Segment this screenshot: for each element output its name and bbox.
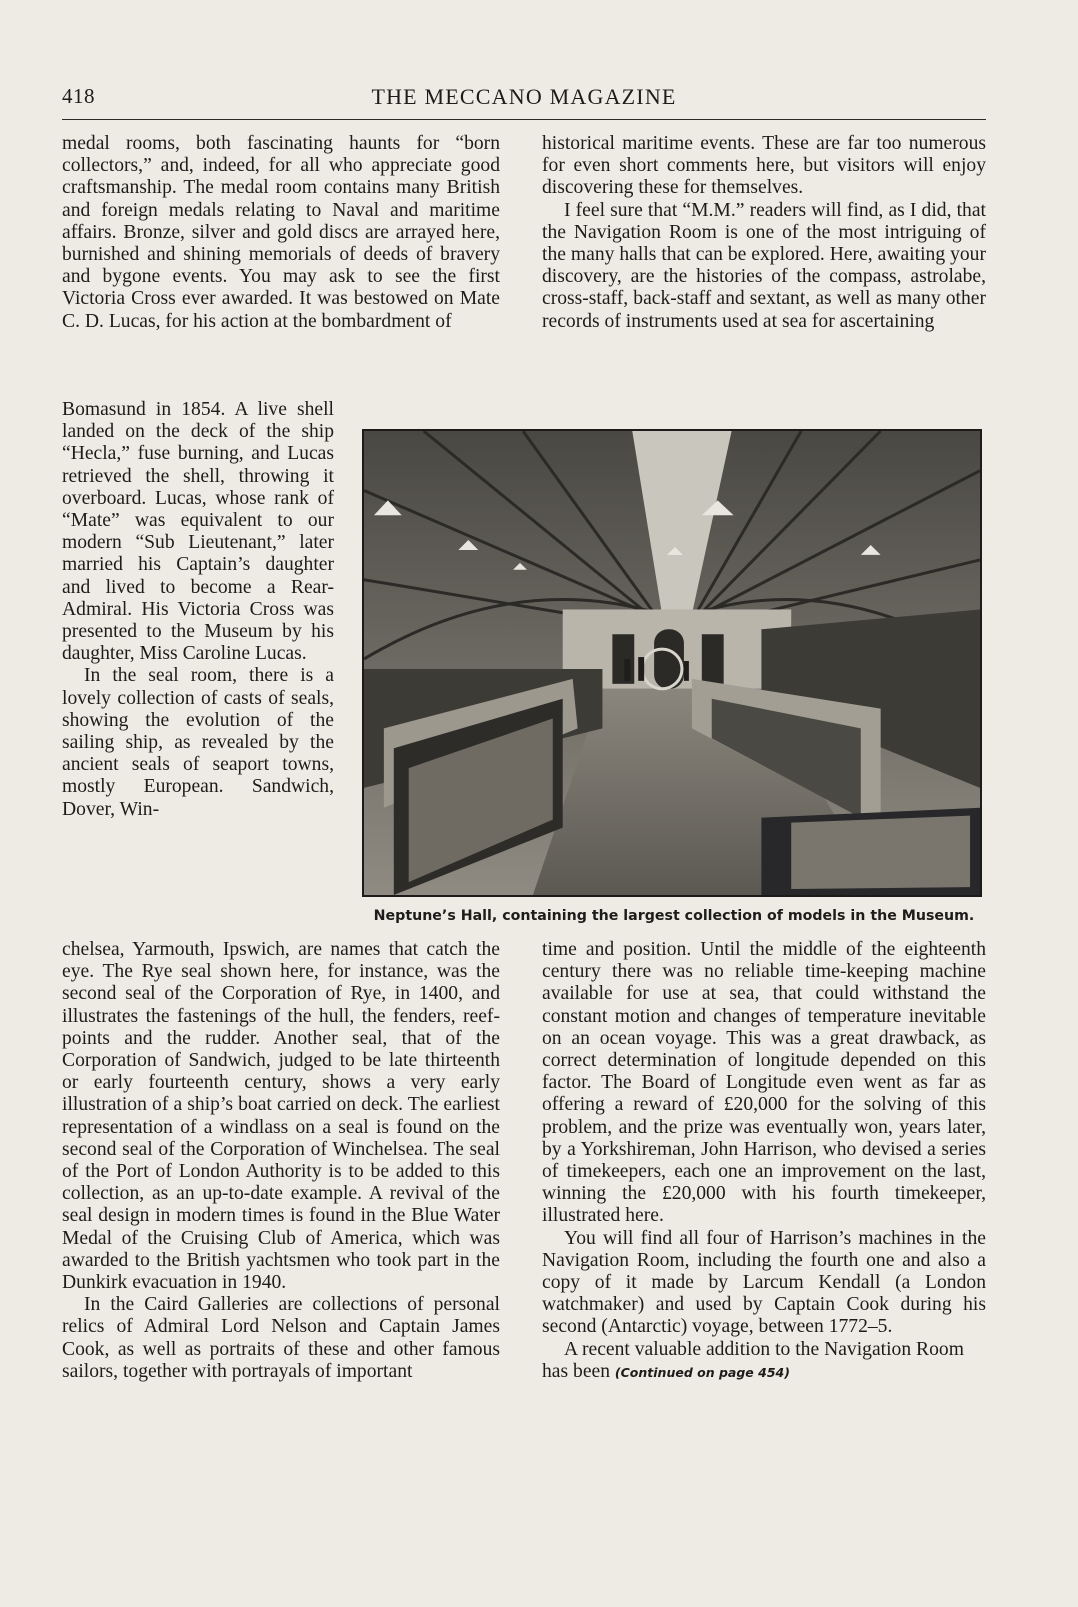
column-1-bottom xyxy=(62,939,500,1383)
header-rule xyxy=(62,119,986,120)
paragraph: You will find all four of Harrison’s machines in the Navigation Room, including the fourth one and also a copy of it made by Larcum Kendall (a London watchmaker) and used by Captain Cook during his second (Antarctic) voyage, between 1772–5. xyxy=(542,1227,986,1338)
column-2-top xyxy=(542,133,986,333)
museum-hall-image xyxy=(364,431,980,895)
paragraph: I feel sure that “M.M.” readers will find, as I did, that the Navigation Room is one of the most intriguing of the many halls that can be explored. Here, awaiting your discovery, are the histories of the compass, astrolabe, cross-staff, back-staff and sextant, as well as many other records of instruments used at sea for ascertaining xyxy=(542,199,986,332)
paragraph: In the seal room, there is a lovely collection of casts of seals, showing the evolution of the sailing ship, as revealed by the ancient seals of seaport towns, mostly European. Sandwich, Dover, Win- xyxy=(62,665,334,820)
paragraph-continued xyxy=(542,1339,986,1384)
column-2-bottom xyxy=(542,939,986,1384)
page-header xyxy=(62,84,986,118)
paragraph: historical maritime events. These are far too numerous for even short comments here, but visitors will enjoy discovering these for themselves. xyxy=(542,133,986,199)
paragraph: time and position. Until the middle of the eighteenth century there was no reliable time-keeping machine available for use at sea, that could withstand the constant motion and changes of temperature inevitable on an ocean voyage. This was a great drawback, as correct determination of longitude depended on this factor. The Board of Longitude even went as far as offering a reward of £20,000 for the solving of this problem, and the prize was eventually won, years later, by a Yorkshireman, John Harrison, who devised a series of timekeepers, each one an improvement on the last, winning the £20,000 with his fourth timekeeper, illustrated here. xyxy=(542,939,986,1227)
paragraph: In the Caird Galleries are collections of personal relics of Admiral Lord Nelson and Captain James Cook, as well as portraits of these and other famous sailors, together with portrayals of important xyxy=(62,1294,500,1382)
photo-caption: Neptune’s Hall, containing the largest collection of models in the Museum. xyxy=(373,908,975,924)
page-number: 418 xyxy=(62,84,95,108)
paragraph: medal rooms, both fascinating haunts for “born collectors,” and, indeed, for all who appreciate good craftsmanship. The medal room contains many British and foreign medals relating to Naval and maritime affairs. Bronze, silver and gold discs are arrayed here, burnished and shining memorials of deeds of bravery and bygone events. You may ask to see the first Victoria Cross ever awarded. It was bestowed on Mate C. D. Lucas, for his action at the bombardment of xyxy=(62,133,500,332)
paragraph: Bomasund in 1854. A live shell landed on the deck of the ship “Hecla,” fuse burning, and Lucas retrieved the shell, throwing it overboard. Lucas, whose rank of “Mate” was equivalent to our modern “Sub Lieutenant,” later married his Captain’s daughter and lived to become a Rear-Admiral. His Victoria Cross was presented to the Museum by his daughter, Miss Caroline Lucas. xyxy=(62,399,334,665)
last-line-text: A recent valuable addition to the Navigation Room has been xyxy=(542,1338,964,1382)
magazine-title: THE MECCANO MAGAZINE xyxy=(371,84,677,109)
paragraph: chelsea, Yarmouth, Ipswich, are names that catch the eye. The Rye seal shown here, for instance, was the second seal of the Corporation of Rye, in 1400, and illustrates the fastenings of the hull, the fenders, reef-points and the rudder. Another seal, that of the Corporation of Sandwich, judged to be late thirteenth or early fourteenth century, shows a very early illustration of a ship’s boat carried on deck. The earliest representation of a windlass on a seal is found on the second seal of the Corporation of Winchelsea. The seal of the Port of London Authority is to be added to this collection, as an up-to-date example. A revival of the seal design in modern times is found in the Blue Water Medal of the Cruising Club of America, which was awarded to the British yachtsmen who took part in the Dunkirk evacuation in 1940. xyxy=(62,939,500,1294)
column-1-top xyxy=(62,133,500,333)
column-1-narrow xyxy=(62,399,334,821)
continued-note: (Continued on page 454) xyxy=(614,1364,790,1380)
neptunes-hall-photo xyxy=(362,429,982,897)
